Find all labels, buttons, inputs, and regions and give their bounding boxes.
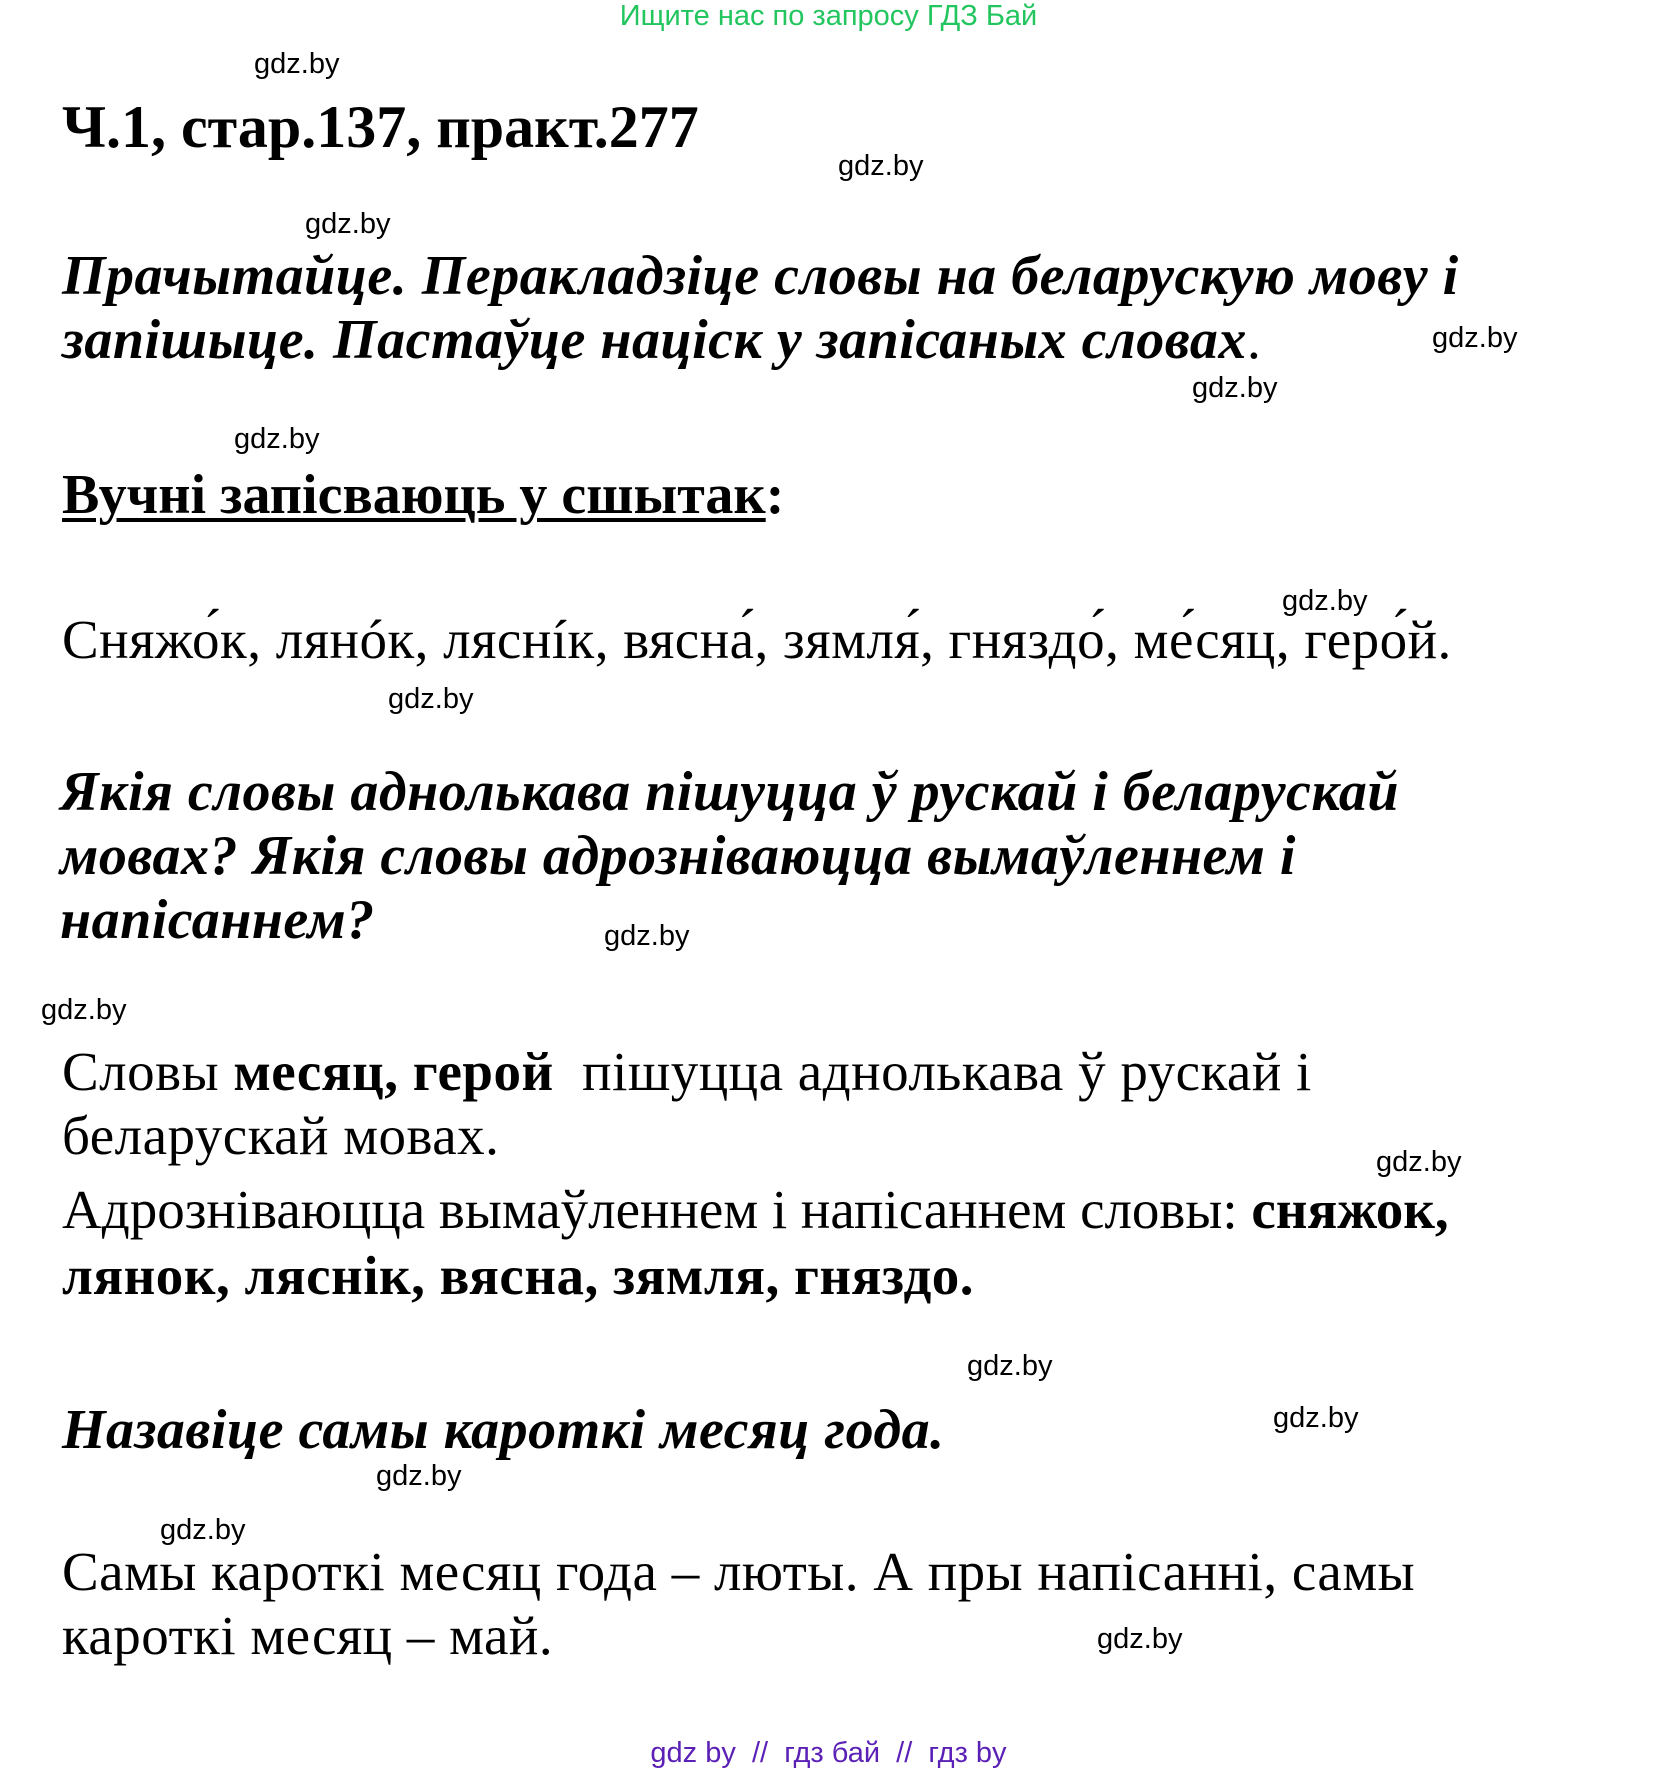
task-2-line-3: напісаннем? — [60, 889, 375, 951]
watermark: gdz.by — [234, 423, 320, 455]
watermark: gdz.by — [160, 1514, 246, 1546]
watermark: gdz.by — [41, 994, 127, 1026]
task-3: Назавіце самы кароткі месяц года. — [62, 1399, 945, 1461]
watermark: gdz.by — [376, 1460, 462, 1492]
watermark: gdz.by — [1273, 1402, 1359, 1434]
watermark: gdz.by — [1097, 1623, 1183, 1655]
watermark: gdz.by — [967, 1350, 1053, 1382]
watermark: gdz.by — [604, 920, 690, 952]
answer-2-line-2: беларускай мовах. — [62, 1105, 500, 1166]
watermark: gdz.by — [838, 150, 924, 182]
watermark: gdz.by — [305, 208, 391, 240]
watermark: gdz.by — [1376, 1146, 1462, 1178]
answer-3-line-2: кароткі месяц – май. — [62, 1605, 554, 1666]
answer-2-line-4: лянок, ляснік, вясна, зямля, гняздо. — [62, 1245, 975, 1306]
task-2-line-2: мовах? Якія словы адрозніваюцца вымаўленнем і — [60, 825, 1296, 887]
page-title: Ч.1, стар.137, практ.277 — [62, 94, 699, 160]
footer: gdz by // гдз бай // гдз by — [650, 1737, 1007, 1769]
answer-3-line-1: Самы кароткі месяц года – люты. А пры напісанні, самы — [62, 1541, 1416, 1602]
task-1-line-1: Прачытайце. Перакладзіце словы на беларускую мову і — [62, 245, 1459, 307]
watermark: gdz.by — [1282, 585, 1368, 617]
watermark: gdz.by — [1192, 372, 1278, 404]
watermark: gdz.by — [1432, 322, 1518, 354]
task-2-line-1: Якія словы аднолькава пішуцца ў рускай і беларускай — [60, 761, 1400, 823]
watermark: gdz.by — [254, 48, 340, 80]
watermark: gdz.by — [388, 683, 474, 715]
section-heading: Вучні запісваюць у сшытак: — [62, 464, 785, 526]
answer-2-line-3: Адрозніваюцца вымаўленнем і напісаннем словы: сняжок, — [62, 1179, 1449, 1240]
task-1-line-2: запішыце. Пастаўце націск у запісаных словах. — [62, 309, 1262, 371]
top-banner: Ищите нас по запросу ГДЗ Бай — [619, 0, 1038, 32]
answer-1: Сняжо́к, лянóк, ляснíк, вясна́, зямля́, гняздо́, ме́сяц, геро́й. — [62, 609, 1452, 670]
answer-2-line-1: Словы месяц, герой пішуцца аднолькава ў рускай і — [62, 1041, 1312, 1102]
